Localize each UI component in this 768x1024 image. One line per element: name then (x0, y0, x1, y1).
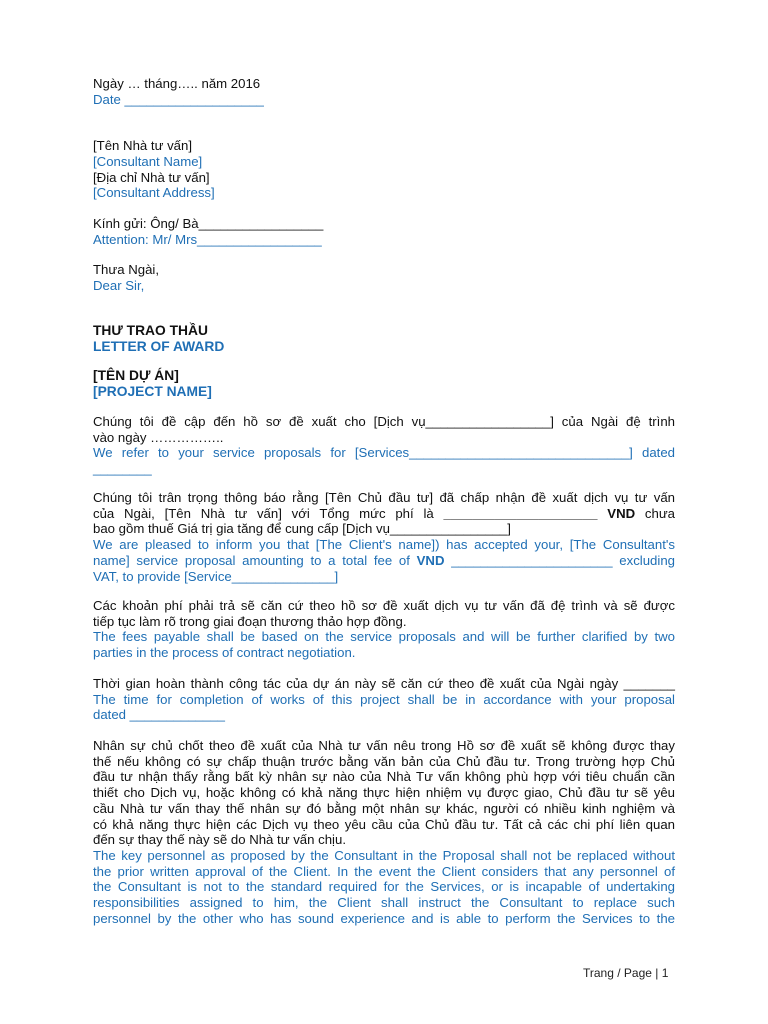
para5-en-line: personnel by the other who has sound experience and is able to perform the Services to the (93, 910, 675, 926)
para5-vi-line: có khả năng thực hiện các Dịch vụ theo yêu cầu của Chủ đầu tư. Tất cả các chi phí liên quan (93, 816, 675, 832)
para5-en-line: the Consultant is not to the standard required for the Services, or is incapable of undertaking (93, 879, 675, 895)
para5-en-line: The key personnel as proposed by the Consultant in the Proposal shall not be replaced without (93, 847, 675, 863)
consultant-address-vi: [Địa chỉ Nhà tư vấn] (93, 170, 210, 185)
date-en: Date ___________________ (93, 92, 264, 107)
para5-en-line: responsibilities assigned to him, the Client shall instruct the Consultant to replace such (93, 895, 675, 911)
consultant-name-en: [Consultant Name] (93, 154, 203, 169)
para5-vi-line: đến sự thay thế này sẽ do Nhà tư vấn chịu. (93, 832, 346, 848)
attention-vi: Kính gửi: Ông/ Bà_________________ (93, 216, 324, 231)
para4-vi-line1: Thời gian hoàn thành công tác của dự án này sẽ căn cứ theo đề xuất của Ngài ngày _______ (93, 676, 675, 691)
consultant-address-en: [Consultant Address] (93, 185, 215, 200)
para5-vi-line: đầu tư nhận thấy rằng bất kỳ nhân sự nào của Nhà Tư vấn không phù hợp với tiêu chuẩn cần (93, 769, 675, 785)
paragraph-reference (93, 414, 675, 477)
project-name-en: [PROJECT NAME] (93, 384, 212, 399)
attention-en: Attention: Mr/ Mrs_________________ (93, 232, 322, 247)
date-vi: Ngày … tháng….. năm 2016 (93, 76, 261, 91)
title-vi: THƯ TRAO THẦU (93, 323, 208, 338)
paragraph-acceptance (93, 490, 675, 584)
para2-vi-line1: Chúng tôi trân trọng thông báo rằng [Tên Chủ đầu tư] đã chấp nhận đề xuất dịch vụ tư vấn (93, 490, 675, 505)
paragraph-fees (93, 598, 675, 661)
para5-vi-line: thế nếu không có sự chấp thuận trước bằng văn bản của Chủ đầu tư. Trong trường hợp Chủ (93, 753, 675, 769)
para1-vi-line2: vào ngày …………….. (93, 429, 224, 445)
para2-en-line2: name] service proposal amounting to a total fee of VND ______________________ excluding (93, 552, 675, 568)
salutation-en: Dear Sir, (93, 278, 145, 293)
para4-en-line2: dated _____________ (93, 707, 226, 723)
para3-vi-line2: tiếp tục làm rõ trong giai đoạn thương thảo hợp đồng. (93, 613, 407, 629)
para5-en-line: the prior written approval of the Client. In the event the Client considers that any personnel of (93, 863, 675, 879)
fee-amount-vnd-vi: _____________________ VND (443, 505, 636, 521)
para2-en-line1: We are pleased to inform you that [The Client's name]) has accepted your, [The Consultant's (93, 537, 675, 553)
salutation-vi: Thưa Ngài, (93, 262, 160, 277)
para4-en-line1: The time for completion of works of this project shall be in accordance with your proposal (93, 691, 675, 707)
consultant-name-vi: [Tên Nhà tư vấn] (93, 138, 192, 153)
para5-vi-line: Nhân sự chủ chốt theo đề xuất của Nhà tư vấn nêu trong Hồ sơ đề xuất sẽ không được thay (93, 738, 675, 753)
page-footer: Trang / Page | 1 (583, 966, 669, 980)
para3-vi-line1: Các khoản phí phải trả sẽ căn cứ theo hồ sơ đề xuất dịch vụ tư vấn đã đệ trình và sẽ được (93, 598, 675, 613)
paragraph-completion-time (93, 676, 675, 723)
title-en: LETTER OF AWARD (93, 339, 225, 354)
project-name-vi: [TÊN DỰ ÁN] (93, 368, 179, 383)
para1-vi-line1: Chúng tôi đề cập đến hồ sơ đề xuất cho [Dịch vụ_________________] của Ngài đệ trình (93, 414, 675, 429)
para2-vi-line3: bao gồm thuế Giá trị gia tăng để cung cấp [Dịch vụ________________] (93, 521, 511, 537)
para3-en-line1: The fees payable shall be based on the service proposals and will be further clarified by two (93, 629, 675, 645)
para2-vi-line2: của Ngài, [Tên Nhà tư vấn] với Tổng mức phí là _____________________ VND chưa (93, 505, 675, 521)
para5-vi-line: thiết cho Dịch vụ, hoặc không có khả năng thực hiện nhiệm vụ được giao, Chủ đầu tư sẽ yêu (93, 785, 675, 801)
fee-currency-vnd-en: VND (416, 552, 445, 568)
para5-vi-line: cầu Nhà tư vấn thay thế nhân sự đó bằng một nhân sự khác, người có nhiều kinh nghiệm và (93, 800, 675, 816)
para3-en-line2: parties in the process of contract negotiation. (93, 645, 356, 661)
paragraph-key-personnel (93, 738, 675, 926)
para1-en-line2: ________ (93, 461, 152, 477)
para2-en-line3: VAT, to provide [Service______________] (93, 568, 339, 584)
para1-en-line1: We refer to your service proposals for [Services______________________________] dated (93, 445, 675, 461)
